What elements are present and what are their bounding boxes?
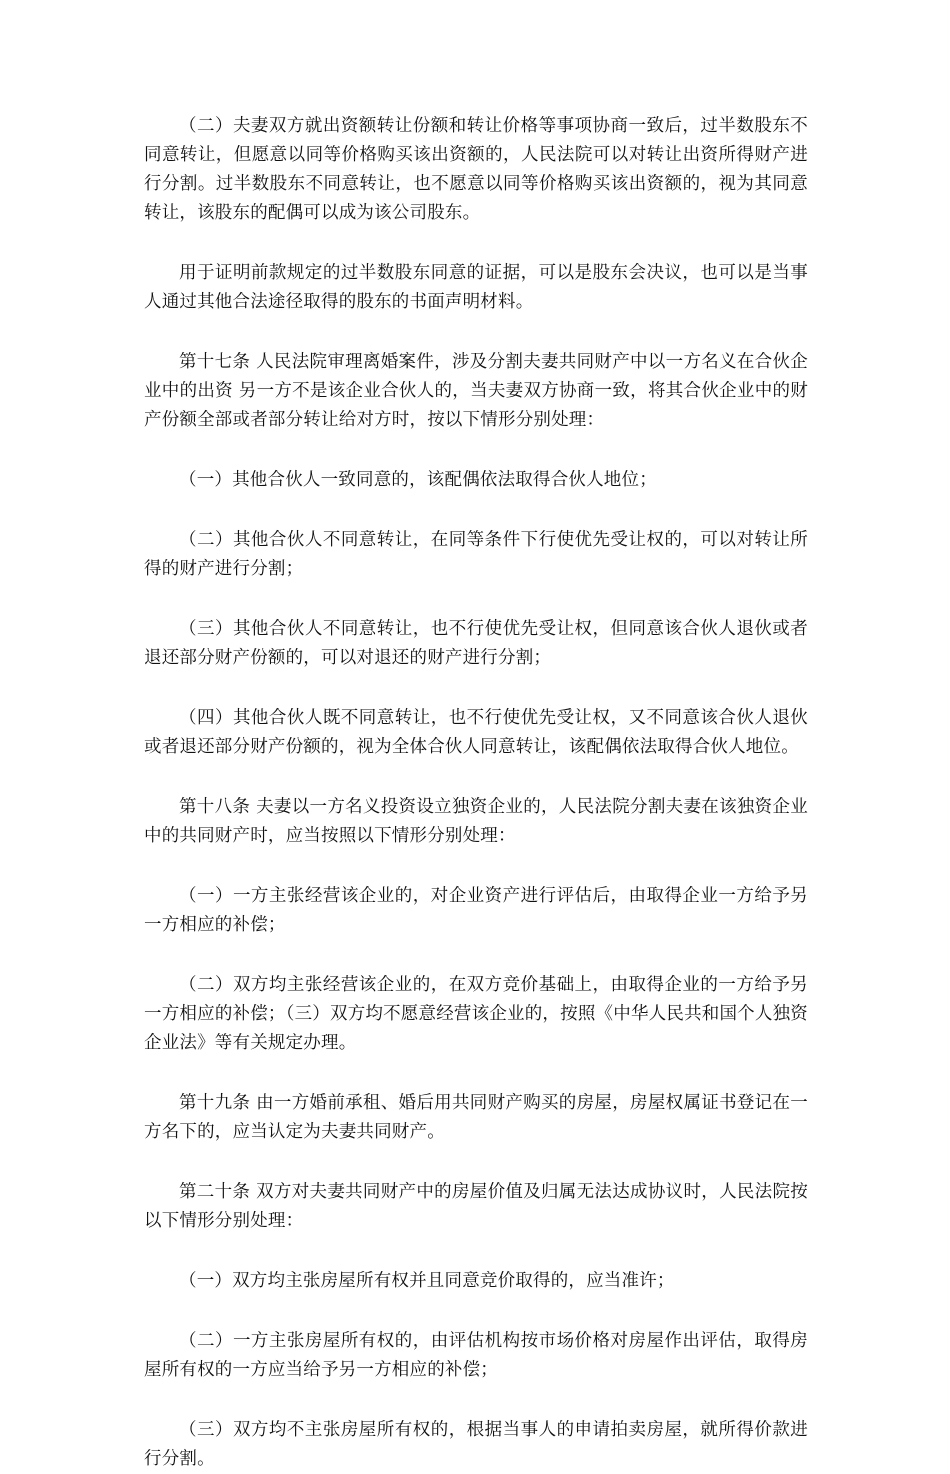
article-17-item-3: （三）其他合伙人不同意转让，也不行使优先受让权，但同意该合伙人退伙或者退还部分财产份额的，可以对退还的财产进行分割；	[144, 619, 808, 668]
article-20-item-2: （二）一方主张房屋所有权的，由评估机构按市场价格对房屋作出评估，取得房屋所有权的一方应当给予另一方相应的补偿；	[144, 1331, 808, 1380]
article-18-item-1: （一）一方主张经营该企业的，对企业资产进行评估后，由取得企业一方给予另一方相应的补偿；	[144, 886, 808, 935]
document-body	[144, 112, 808, 1474]
article-19: 第十九条 由一方婚前承租、婚后用共同财产购买的房屋，房屋权属证书登记在一方名下的，应当认定为夫妻共同财产。	[144, 1093, 808, 1142]
article-17-item-1: （一）其他合伙人一致同意的，该配偶依法取得合伙人地位；	[179, 470, 657, 490]
article-18-intro: 第十八条 夫妻以一方名义投资设立独资企业的，人民法院分割夫妻在该独资企业中的共同财产时，应当按照以下情形分别处理：	[144, 797, 808, 846]
article-20-item-1: （一）双方均主张房屋所有权并且同意竞价取得的，应当准许；	[179, 1271, 675, 1291]
paragraph-2: 用于证明前款规定的过半数股东同意的证据，可以是股东会决议，也可以是当事人通过其他合法途径取得的股东的书面声明材料。	[144, 263, 808, 312]
article-20-item-3: （三）双方均不主张房屋所有权的，根据当事人的申请拍卖房屋，就所得价款进行分割。	[144, 1420, 808, 1469]
article-17-item-2: （二）其他合伙人不同意转让，在同等条件下行使优先受让权的，可以对转让所得的财产进行分割；	[144, 530, 808, 579]
article-17-intro: 第十七条 人民法院审理离婚案件，涉及分割夫妻共同财产中以一方名义在合伙企业中的出资 另一方不是该企业合伙人的，当夫妻双方协商一致，将其合伙企业中的财产份额全部或者部分转让给对方时，按以下情形分别处理：	[144, 352, 808, 430]
paragraph-1: （二）夫妻双方就出资额转让份额和转让价格等事项协商一致后，过半数股东不同意转让，但愿意以同等价格购买该出资额的，人民法院可以对转让出资所得财产进行分割。过半数股东不同意转让，也不愿意以同等价格购买该出资额的，视为其同意转让，该股东的配偶可以成为该公司股东。	[144, 116, 808, 223]
article-20-intro: 第二十条 双方对夫妻共同财产中的房屋价值及归属无法达成协议时，人民法院按以下情形分别处理：	[144, 1182, 808, 1231]
article-18-items-2-3: （二）双方均主张经营该企业的，在双方竞价基础上，由取得企业的一方给予另一方相应的补偿；（三）双方均不愿意经营该企业的，按照《中华人民共和国个人独资企业法》等有关规定办理。	[144, 975, 808, 1053]
article-17-item-4: （四）其他合伙人既不同意转让，也不行使优先受让权，又不同意该合伙人退伙或者退还部分财产份额的，视为全体合伙人同意转让，该配偶依法取得合伙人地位。	[144, 708, 808, 757]
